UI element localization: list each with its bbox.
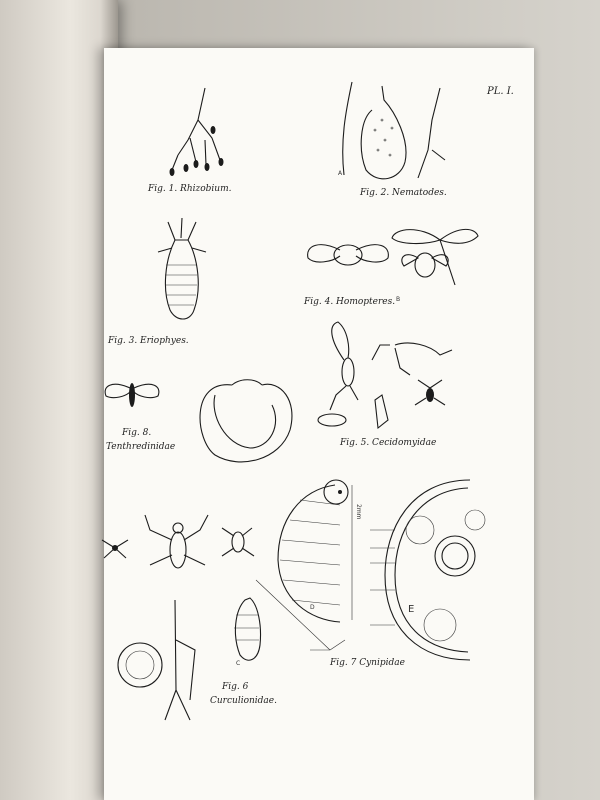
letter-d: D	[310, 604, 315, 611]
scale-label: 2mm	[355, 504, 362, 520]
fig3-eriophyes-drawing	[158, 218, 206, 319]
fig8-caption-number: Fig. 8.	[122, 428, 152, 438]
fig8-caption-name: Tenthredinidae	[106, 442, 176, 452]
fig4-caption: Fig. 4. Homopteres.	[304, 297, 396, 307]
letter-c: C	[236, 660, 241, 667]
plate-label: PL. I.	[487, 86, 514, 97]
fig6-caption-number: Fig. 6	[222, 682, 249, 692]
fig3-caption: Fig. 3. Eriophyes.	[108, 336, 189, 346]
letter-e: E	[408, 604, 415, 615]
fig6-caption-name: Curculionidae.	[210, 696, 277, 706]
fig2-nematodes-drawing	[343, 82, 445, 179]
fig1-caption: Fig. 1. Rhizobium.	[148, 184, 232, 194]
letter-a: A	[338, 170, 343, 177]
fig7-cynipidae-drawing	[256, 480, 485, 660]
fig2-caption: Fig. 2. Nematodes.	[360, 188, 447, 198]
fig5-caption: Fig. 5. Cecidomyidae	[340, 438, 437, 448]
fig1-rhizobium-drawing	[170, 88, 224, 176]
fig4-homopteres-drawing	[308, 229, 478, 285]
letter-b: B	[396, 296, 401, 303]
fig5-cecidomyidae-drawing	[318, 322, 452, 428]
fig7-caption: Fig. 7 Cynipidae	[330, 658, 405, 668]
